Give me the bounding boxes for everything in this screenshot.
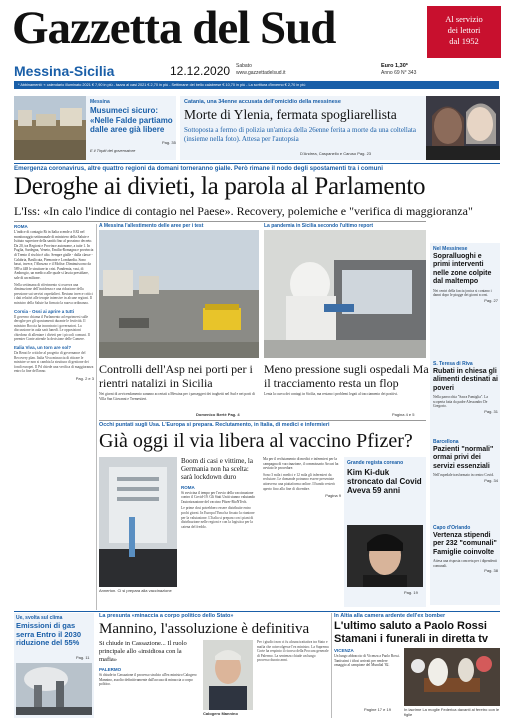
bottom-center-story[interactable]: La presunta «minaccia a corpo politico dello Stato» Mannino, l'assoluzione è definitiva Si chiude in Cassazione... Il ruolo principale allo «insidiosa con la mafia» PALERMO Si chiude in Cassazione il processo stralcio all'ex ministro Calogero Mannino, assolto definitivamente dall'accusa di minaccia a corpo politico. Calogero Mannino Per i giudici non ci fu alcuna trattativa tra Stato e mafia che coinvolgesse l'ex ministro. La Suprema Corte ha respinto il ricorso della Procura generale di Palermo. La sentenza chiude un lungo processo durato anni.	[99, 613, 329, 716]
column-divider	[96, 224, 97, 610]
promo-box	[427, 6, 501, 58]
teaser-right-headline: Morte di Ylenia, fermata spogliarellista	[184, 107, 397, 122]
main-left-text: L'indice di contagio Rt in Italia scende a 0.82 nel monitoraggio settimanale di ministero della Salute e Istituto superiore della sanità fino al prossimo decreto. Da 20, tra Regioni e Province autonome, a tutte 1. In Puglia, Sardegna, Veneto, Emilia-Romagna e provincia di Trento il rischio è alto. Sempre gialle - dalla classe - Calabria, Basilicata, Piemonte e Lombardia. Sono bassi, invece, l'Abruzzo e il Molise. Diminuiscono da 589 a 448 le strutture in crisi. Pandemia, vasi, di Ambrogio, un medico alle quale si lascia presidiare, sale di un milione.	[14, 230, 94, 280]
sidebar-item-kicker: Capo d'Orlando	[433, 525, 471, 531]
bottom-right-overline: In Altia alla camera ardente dell'ex bomber	[334, 613, 446, 619]
sidebar-item-kicker: Nel Messinese	[433, 246, 468, 252]
vaccine-col1-head: Boom di casi e vittime, la Germania non ha scelta: sarà lockdown duro	[181, 457, 253, 482]
issue-day: Sabato	[236, 63, 252, 69]
website: www.gazzettadelsud.it	[236, 70, 286, 76]
main-left-sub1: Corsia - Ossi ai aprire a tutti	[14, 308, 75, 314]
center-kicker: A Messina l'allestimento delle aree per i test	[99, 223, 204, 229]
bottom-center-sub: Si chiude in Cassazione... Il ruolo principale allo «insidiosa con la mafia»	[99, 640, 187, 663]
sidebar-item[interactable]	[433, 525, 498, 573]
bottom-center-caption: Calogero Mannino	[203, 711, 238, 716]
testing-image-icon	[264, 230, 426, 358]
teaser-left-sub: E il Tirpiti del governatore	[90, 148, 136, 153]
price: Euro 1,30*	[381, 63, 408, 69]
vaccine-headline[interactable]: Già oggi il via libera al vaccino Pfizer?	[99, 430, 413, 452]
teaser-right-photo	[426, 96, 500, 160]
vaccine-col2-ref: Pagina 9	[325, 493, 341, 499]
sidebar	[430, 243, 500, 605]
vaccine-sub-headline: Kim Ki-duk stroncato dal Covid Aveva 59 anni	[347, 468, 422, 496]
teaser-right-byline: D'Andrea, Caspanello e Caruso Pag. 23	[300, 151, 372, 156]
sidebar-item-text: Nei centri della fascia jonica si contano i danni dopo le piogge dei giorni scorsi.	[433, 288, 492, 298]
promo-line: dei lettori	[447, 25, 481, 35]
bottom-center-headline: Mannino, l'assoluzione è definitiva	[99, 621, 310, 637]
teaser-right-text: Sottoposta a fermo di polizia un'amica della 26enne ferita a morte da una coltellata (insieme nella foto). Attesa per l'autopsia	[184, 126, 416, 143]
edition-name: Messina-Sicilia	[14, 63, 115, 79]
divider	[99, 420, 426, 421]
bottom-right-photo	[404, 648, 500, 706]
sidebar-item-headline: Pazienti "normali" ormai privi dei servizi essenziali	[433, 446, 494, 470]
bottom-right-text: Un lungo abbraccio di Vicenza a Paolo Rossi. Tantissimi i tifosi arrivati per rendere omaggio al campione del Mundial '82.	[334, 654, 400, 668]
sidebar-item-kicker: Barcellona	[433, 439, 459, 445]
legal-strip	[14, 81, 499, 89]
main-overline: Emergenza coronavirus, altre quattro regioni da domani torneranno gialle. Però rimane il nodo degli spostamenti tra i comuni	[14, 165, 383, 172]
main-headline[interactable]: Deroghe ai divieti, la parola al Parlamento	[14, 173, 426, 200]
landscape-image-icon	[14, 96, 86, 160]
port-image-icon	[99, 230, 259, 358]
divider	[14, 163, 500, 164]
main-left-sub2: Italia Viva, un torn are sol?	[14, 345, 72, 351]
vaccine-col1-kicker: ROMA	[181, 484, 195, 490]
sidebar-item-headline: Vertenza stipendi per 232 "comunali" Famiglie coinvolte	[433, 532, 497, 556]
sidebar-item-headline: Rubati in chiesa gli alimenti destinati ai poveri	[433, 368, 498, 392]
teaser-right-kicker: Catania, una 34enne accusata dell'omicidio della messinese	[184, 99, 341, 105]
masthead	[0, 0, 507, 95]
teaser-left-photo	[14, 96, 86, 160]
main-left-kicker: ROMA	[14, 224, 28, 229]
vaccine-col1-text: Si avvicina il tempo per l'avvio della vaccinazione contro il Covid-19. Gli Stati Uniti stanno valutando l'autorizzazione del vaccino Pfizer-BioNTech.	[181, 490, 256, 504]
bottom-center-photo	[203, 640, 253, 710]
teaser-left-kicker: Messina	[90, 99, 110, 105]
vaccine-col1: Boom di casi e vittime, la Germania non ha scelta: sarà lockdown duro ROMA Si avvicina il tempo per l'avvio della vaccinazione contro il Covid-19. Gli Stati Uniti stanno valutando l'autorizzazione del vaccino Pfizer-BioNTech. Le prime dosi potrebbero essere distribuite entro pochi giorni. In Europa l'Ema ha fissato la riunione per la valutazione. L'Italia si prepara con i piani di distribuzione nelle regioni e con la logistica per la catena del freddo.	[181, 457, 259, 607]
vaccine-col2-text: Ma per il reclutamento di medici e infermieri per la campagna di vaccinazione, il commissario Arcuri ha avviato le procedure.	[263, 457, 339, 471]
politician-portrait-icon	[203, 640, 253, 710]
sidebar-item[interactable]	[433, 439, 498, 483]
masthead-title: Gazzetta del Sud	[12, 2, 336, 54]
column-divider	[331, 613, 332, 718]
sidebar-item-ref: Pag. 31	[484, 409, 498, 414]
vaccine-col2: Ma per il reclutamento di medici e infermieri per la campagna di vaccinazione, il commissario Arcuri ha avviato le procedure. Sono 3 mila i medici e 12 mila gli infermieri da reclutare. Le domande potranno essere presentate attraverso una piattaforma online. Il bando resterà aperto fino alla fine di dicembre. Pagina 9	[263, 457, 341, 499]
bottom-center-overline: La presunta «minaccia a corpo politico dello Stato»	[99, 613, 234, 619]
vaccine-overline: Occhi puntati sugli Usa. L'Europa si prepara. Reclutamento, in Italia, di medici e infermieri	[99, 422, 330, 428]
right-headline[interactable]: Meno pressione sugli ospedali Ma il tracciamento resta un flop	[264, 362, 429, 390]
center-headline[interactable]: Controlli dell'Asp nei porti per i rientri natalizi in Sicilia	[99, 362, 253, 390]
bottom-left-headline: Emissioni di gas serra Entro il 2030 riduzione del 55%	[16, 621, 82, 648]
vaccine-image-icon	[99, 457, 177, 587]
vaccine-sub-photo	[347, 525, 423, 587]
divider	[14, 611, 500, 612]
bottom-left-story[interactable]	[14, 613, 94, 718]
sidebar-item-text: Nella parrocchia "Sacra Famiglia". La scoperta fatta da padre Alessandro De Gregorio.	[433, 395, 488, 409]
director-portrait-icon	[347, 525, 423, 587]
vaccine-photo	[99, 457, 177, 587]
bottom-left-photo	[16, 663, 92, 715]
bottom-center-kicker: PALERMO	[99, 667, 122, 672]
right-kicker: La pandemia in Sicilia secondo l'ultimo report	[264, 223, 373, 229]
bottom-right-caption: In lacrime La moglie Federica davanti al feretro con le figlie	[404, 707, 500, 717]
legal-strip-text: * Abbinamenti: « calendario illuminato 2021 € 7,90 in più - tazza al casi 2021 € 2,70 in più - Settimane del bello calabrese € 10,70 in più - La scrittura d'inverno € 2,70 in più	[18, 83, 306, 87]
promo-line: dal 1952	[449, 36, 479, 46]
teaser-left-ref: Pag. 35	[162, 140, 176, 145]
right-photo	[264, 230, 426, 358]
bottom-right-story[interactable]	[334, 613, 500, 718]
issue-date: 12.12.2020	[170, 64, 231, 78]
bottom-right-ref: Pagine 17 e 19	[364, 707, 391, 712]
sidebar-item-ref: Pag. 27	[484, 297, 498, 303]
center-byline: Domenico Bertè Pag. 4	[196, 412, 240, 417]
bottom-left-kicker: Ue, svolta sul clima	[16, 615, 63, 621]
teaser-left[interactable]	[14, 96, 176, 160]
portrait-image-icon	[426, 96, 500, 160]
main-left-column: ROMA L'indice di contagio Rt in Italia scende a 0.82 nel monitoraggio settimanale di ministero della Salute e Istituto superiore della sanità fino al prossimo decreto. Da 20, tra Regioni e Province autonome, a tutte 1. In Puglia, Sardegna, Veneto, Emilia-Romagna e provincia di Trento il rischio è alto. Sempre gialle - dalla classe - Calabria, Basilicata, Piemonte e Lombardia. Sono bassi, invece, l'Abruzzo e il Molise. Diminuiscono da 589 a 448 le strutture in crisi. Pandemia, vasi, di Ambrogio, un medico alle quale si lascia presidiare, sale di un milione. Nella settimana di riferimento si osserva una diminuzione dell'incidenza e una riduzione della pressione sui servizi ospedalieri. Restano invece critici i dati relativi alle terapie intensive in alcune regioni. Il ministro della Salute ha firmato la nuova ordinanza. Corsia - Ossi ai aprire a tutti Il governo chiama il Parlamento ad esprimersi sulle deroghe per gli spostamenti durante le festività. Il ministro Boccia ha incontrato i governatori. La discussione in aula sarà lunedì. Le opposizioni chiedono di allentare i divieti per i piccoli comuni. Il premier Conte attende la decisione delle Camere. Italia Viva, un torn are sol? Da Renzi le critiche al progetto di governance del Recovery plan. Italia Viva minaccia di ritirare le ministre se non si cambia la struttura di gestione dei fondi europei. Il Pd chiede una verifica di maggioranza entro la fine dell'anno. Pag. 2 e 3	[14, 224, 94, 382]
funeral-image-icon	[404, 648, 500, 706]
center-photo	[99, 230, 259, 358]
bottom-right-headline: L'ultimo saluto a Paolo Rossi Stamani i funerali in diretta tv	[334, 620, 489, 645]
promo-line: Al servizio	[445, 14, 483, 24]
sidebar-item-headline: Sopralluoghi e primi interventi nelle zone colpite dal maltempo	[433, 253, 492, 286]
main-left-ref: Pag. 2 e 3	[75, 376, 94, 382]
sidebar-item-ref: Pag. 34	[484, 477, 498, 483]
teaser-left-headline: Musumeci sicuro: «Nelle Falde partiamo dalle aree già libere	[90, 106, 173, 134]
issue-number: Anno 69 N° 343	[381, 70, 417, 76]
vaccine-sub-ref: Pag. 19	[404, 590, 418, 595]
sidebar-item-text: Nell'ospedale trasformato in centro Covid.	[433, 473, 495, 478]
vaccine-sub-box[interactable]	[344, 457, 426, 607]
bottom-center-text: Si chiude in Cassazione il processo stralcio all'ex ministro Calogero Mannino, assolto definitivamente dall'accusa di minaccia a corpo politico.	[99, 673, 197, 687]
smokestack-image-icon	[16, 663, 92, 715]
vaccine-sub-kicker: Grande regista coreano	[347, 460, 404, 466]
sidebar-item-ref: Pag. 38	[484, 568, 498, 574]
sidebar-item-kicker: S. Teresa di Riva	[433, 361, 473, 367]
sidebar-item-text: Attesa una risposta concreta per i dipendenti comunali.	[433, 559, 497, 568]
bottom-right-kicker: VICENZA	[334, 648, 354, 653]
vaccine-photo-caption: Annerton. Ci si prepara alla vaccinazione	[99, 588, 172, 593]
right-ref: Pagina 4 e 5	[392, 412, 415, 417]
center-text: Nei giorni di avvicendamento saranno accertati a Messina per i passeggeri dei traghetti nel Sud e nei porti di Villa San Giovanni e Tremestieri.	[99, 392, 255, 401]
right-text: Lenta la curva dei contagi in Sicilia, ma restano i problemi legati al tracciamento dei positivi.	[264, 392, 399, 396]
bottom-left-ref: Pag. 11	[76, 655, 90, 660]
divider	[14, 221, 426, 222]
sidebar-item[interactable]	[433, 361, 498, 414]
main-subhead: L'Iss: «In calo l'indice di contagio nel Paese». Recovery, polemiche e "verifica di maggioranza"	[14, 204, 473, 218]
teaser-right[interactable]	[180, 96, 500, 160]
sidebar-item[interactable]	[433, 246, 498, 303]
